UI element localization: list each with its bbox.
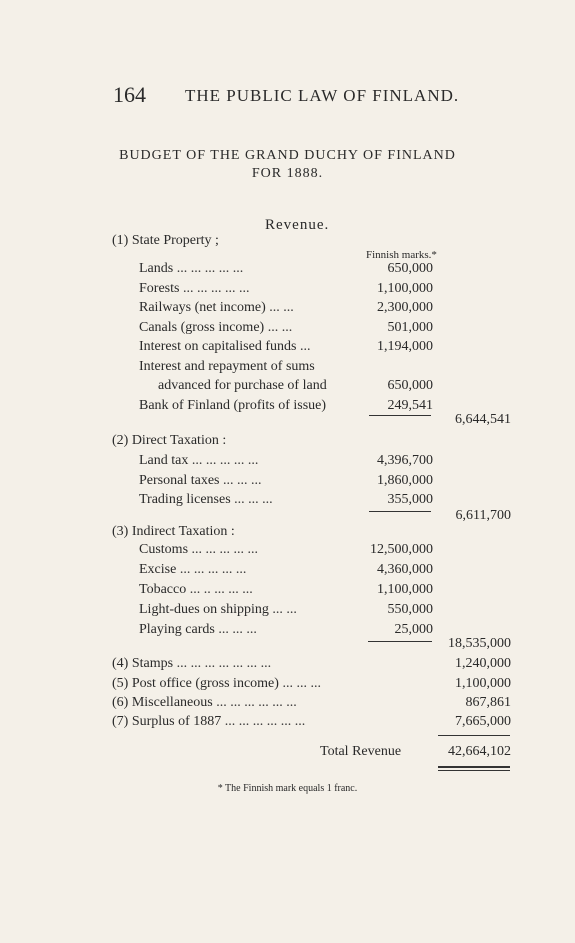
- double-rule-bottom: [438, 770, 510, 771]
- leader-dots: ... .. ... ... ...: [189, 582, 253, 597]
- page-number: 164: [113, 82, 146, 107]
- line-item-label: Railways (net income) ... ...: [139, 300, 294, 315]
- line-item-label: Trading licenses ... ... ...: [139, 492, 273, 507]
- line-item-label: (6) Miscellaneous ... ... ... ... ... ...: [112, 695, 297, 710]
- line-item-value: 650,000: [387, 378, 433, 393]
- running-head: THE PUBLIC LAW OF FINLAND.: [185, 86, 460, 105]
- column-note: Finnish marks.*: [366, 249, 437, 261]
- line-item-label: Lands ... ... ... ... ...: [139, 261, 244, 276]
- total-revenue-label: Total Revenue: [320, 744, 402, 759]
- leader-dots: ... ... ...: [218, 622, 257, 637]
- total-rule: [438, 735, 510, 736]
- leader-dots: ... ... ... ... ... ...: [216, 695, 297, 710]
- budget-subtitle: FOR 1888.: [251, 166, 324, 181]
- line-item-value: 4,396,700: [377, 453, 433, 468]
- line-item-label: Tobacco ... .. ... ... ...: [139, 582, 253, 597]
- line-item-value: 2,300,000: [377, 300, 433, 315]
- line-item-label: Interest on capitalised funds ...: [139, 339, 311, 354]
- footnote: * The Finnish mark equals 1 franc.: [217, 783, 358, 794]
- line-item-value: 12,500,000: [370, 542, 433, 557]
- section-label: (2) Direct Taxation :: [112, 433, 227, 448]
- line-item-label: Personal taxes ... ... ...: [139, 473, 262, 488]
- line-item-label: Customs ... ... ... ... ...: [139, 542, 259, 557]
- revenue-heading: Revenue.: [265, 217, 330, 233]
- line-item-label: Bank of Finland (profits of issue): [139, 398, 327, 413]
- line-item-value: 1,860,000: [377, 473, 433, 488]
- line-item-label: Playing cards ... ... ...: [139, 622, 257, 637]
- line-item-value: 4,360,000: [377, 562, 433, 577]
- line-item-label: advanced for purchase of land: [158, 378, 327, 393]
- line-item-label: Light-dues on shipping ... ...: [139, 602, 297, 617]
- section-label: (1) State Property ;: [112, 233, 219, 248]
- line-item-label: (4) Stamps ... ... ... ... ... ... ...: [112, 656, 272, 671]
- line-item-label: (7) Surplus of 1887 ... ... ... ... ... ...: [112, 714, 306, 729]
- line-item-value: 867,861: [465, 695, 511, 710]
- leader-dots: ... ... ... ... ... ... ...: [176, 656, 272, 671]
- leader-dots: ... ...: [267, 320, 293, 335]
- leader-dots: ... ... ... ... ... ...: [224, 714, 306, 729]
- line-item-value: 1,194,000: [377, 339, 433, 354]
- line-item-value: 650,000: [387, 261, 433, 276]
- leader-dots: ... ... ...: [222, 473, 262, 488]
- line-item-value: 1,240,000: [455, 656, 511, 671]
- line-item-value: 550,000: [387, 602, 433, 617]
- line-item-value: 1,100,000: [455, 676, 511, 691]
- total-revenue-value: 42,664,102: [448, 744, 511, 759]
- line-item-value: 501,000: [387, 320, 433, 335]
- leader-dots: ... ... ... ... ...: [176, 261, 244, 276]
- leader-dots: ... ... ...: [234, 492, 273, 507]
- line-item-value: 7,665,000: [455, 714, 511, 729]
- leader-dots: ... ...: [272, 602, 297, 617]
- leader-dots: ... ...: [269, 300, 294, 315]
- line-item-value: 1,100,000: [377, 582, 433, 597]
- budget-title: BUDGET OF THE GRAND DUCHY OF FINLAND: [119, 148, 456, 163]
- line-item-label: Excise ... ... ... ... ...: [139, 562, 247, 577]
- section-total: 18,535,000: [448, 636, 511, 651]
- line-item-value: 1,100,000: [377, 281, 433, 296]
- line-item-label: (5) Post office (gross income) ... ... ...: [112, 676, 321, 691]
- line-item-value: 355,000: [387, 492, 433, 507]
- leader-dots: ... ... ... ... ...: [182, 281, 250, 296]
- leader-dots: ... ... ... ... ...: [191, 453, 259, 468]
- leader-dots: ... ... ... ... ...: [179, 562, 247, 577]
- line-item-label: Land tax ... ... ... ... ...: [139, 453, 259, 468]
- leader-dots: ... ... ... ... ...: [191, 542, 259, 557]
- leader-dots: ... ... ...: [282, 676, 321, 691]
- line-item-label: Interest and repayment of sums: [139, 359, 315, 374]
- line-item-value: 25,000: [394, 622, 433, 637]
- section-total: 6,611,700: [455, 508, 511, 523]
- leader-dots: ...: [299, 339, 311, 354]
- line-item-value: 249,541: [387, 398, 433, 413]
- line-item-label: Canals (gross income) ... ...: [139, 320, 293, 335]
- section-label: (3) Indirect Taxation :: [112, 524, 235, 539]
- section-total: 6,644,541: [455, 412, 511, 427]
- line-item-label: Forests ... ... ... ... ...: [139, 281, 250, 296]
- double-rule-top: [438, 766, 510, 768]
